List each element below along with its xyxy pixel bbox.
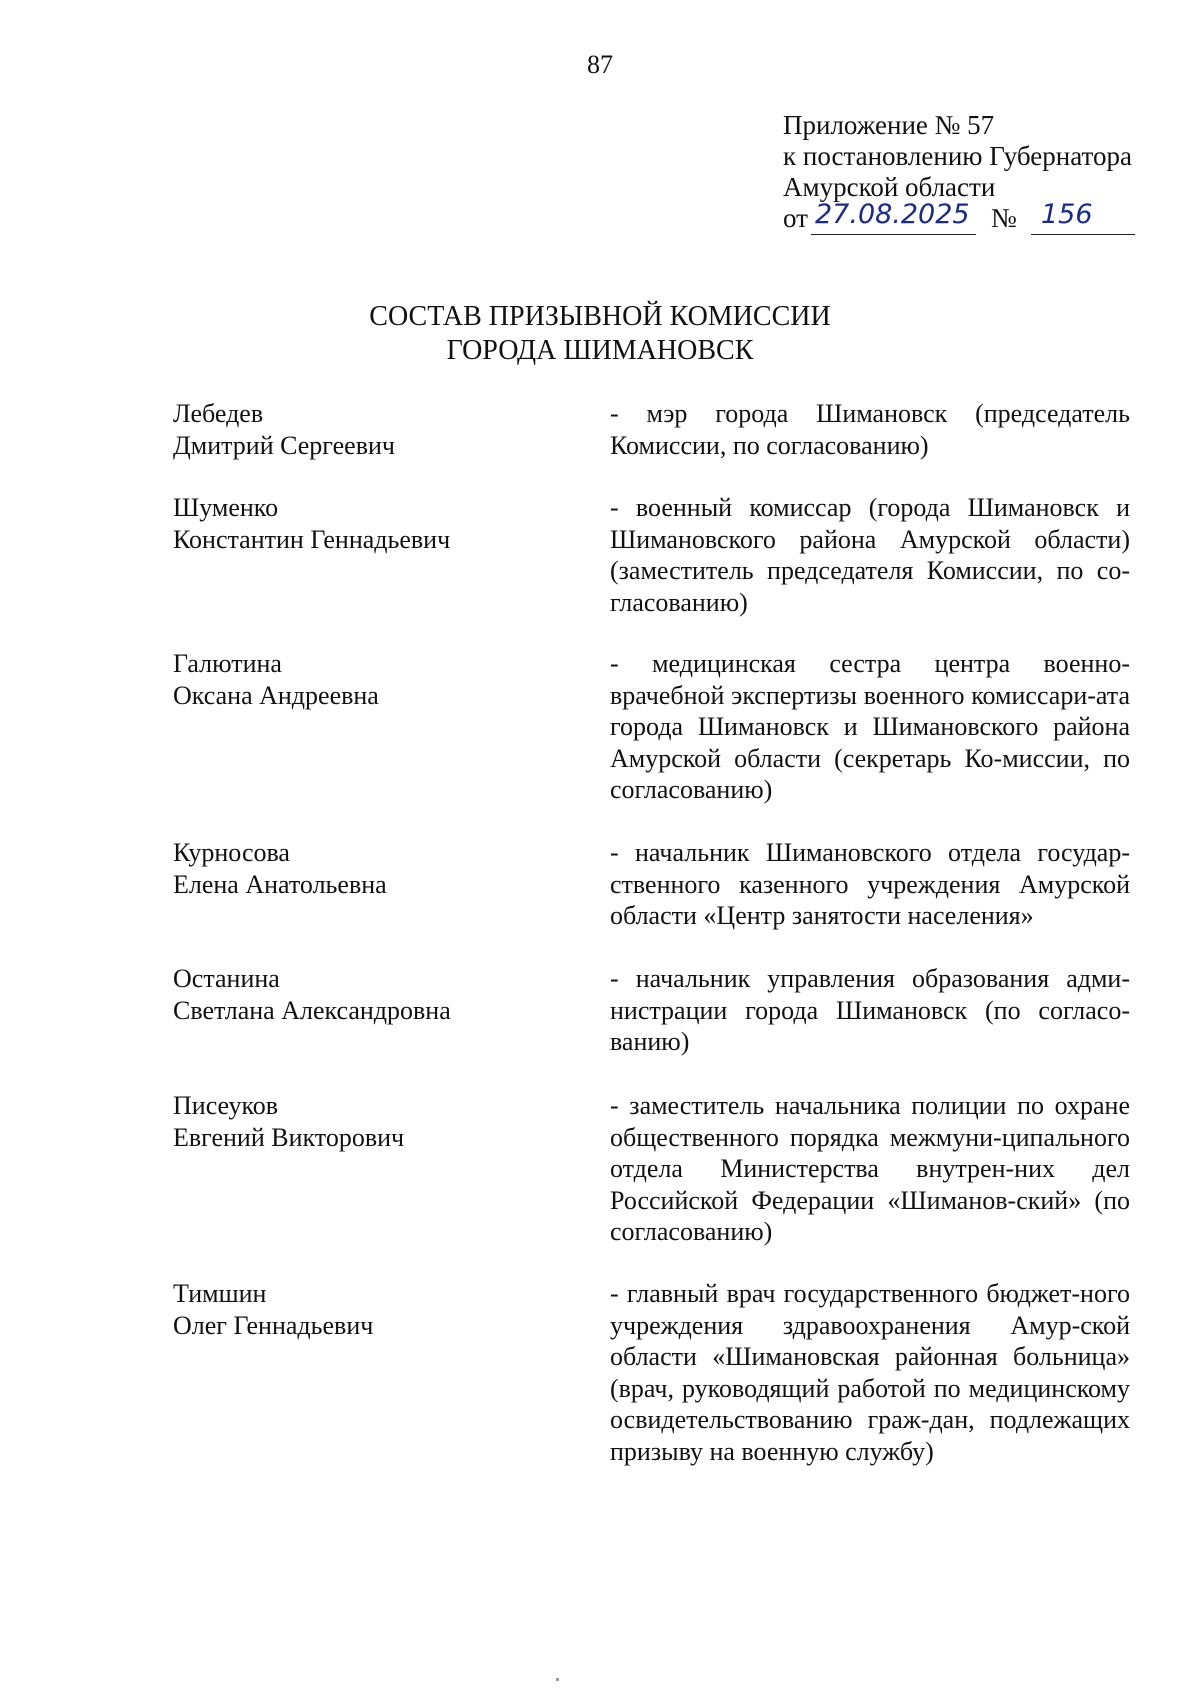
member-surname: Писеуков (173, 1091, 279, 1120)
member-name (173, 837, 387, 900)
member-role: - заместитель начальника полиции по охране общественного порядка межмуни-ципального отдела Министерства внутрен-них дел Российской Федерации «Шиманов-ский» (по согласованию) (610, 1091, 1130, 1246)
member-role: - главный врач государственного бюджет-ного учреждения здравоохранения Амур-ской области «Шимановская районная больница» (врач, руководящий работой по медицинскому освидетельствованию граж-дан, подлежащих призыву на военную службу) (610, 1279, 1130, 1466)
number-label: № (991, 203, 1017, 233)
document-title (0, 300, 1200, 368)
member-name (173, 398, 395, 461)
member-role: - медицинская сестра центра военно-врачебной экспертизы военного комиссари-ата города Шимановск и Шимановского района Амурской области (секретарь Ко-миссии, по согласованию) (610, 649, 1130, 804)
scan-speck (556, 1678, 559, 1681)
member-surname: Галютина (173, 649, 282, 678)
member-given-names: Евгений Викторович (173, 1122, 405, 1152)
member-given-names: Елена Анатольевна (173, 869, 387, 899)
title-line-2: ГОРОДА ШИМАНОВСК (446, 335, 754, 366)
date-label: от (783, 203, 808, 233)
member-given-names: Константин Геннадьевич (173, 524, 451, 554)
member-name (173, 492, 450, 555)
member-surname: Лебедев (173, 399, 264, 428)
member-given-names: Дмитрий Сергеевич (173, 430, 395, 460)
appendix-line-3: Амурской области (783, 172, 996, 202)
member-role: - начальник Шимановского отдела государ-ственного казенного учреждения Амурской области «Центр занятости населения» (610, 838, 1130, 930)
member-name (173, 963, 451, 1026)
title-line-1: СОСТАВ ПРИЗЫВНОЙ КОМИССИИ (369, 301, 831, 332)
member-surname: Останина (173, 964, 280, 993)
member-surname: Шуменко (173, 493, 279, 522)
member-name (173, 1090, 404, 1153)
date-handwritten: 27.08.2025 (815, 199, 970, 230)
member-name (173, 648, 379, 711)
member-role: - мэр города Шимановск (председатель Комиссии, по согласованию) (610, 399, 1130, 460)
appendix-block (783, 110, 1132, 239)
date-underline (811, 234, 976, 235)
number-handwritten: 156 (1041, 199, 1093, 230)
member-surname: Курносова (173, 838, 290, 867)
appendix-line-2: к постановлению Губернатора (783, 141, 1132, 171)
member-role: - начальник управления образования адми-нистрации города Шимановск (по согласо-ванию) (610, 964, 1130, 1056)
date-number-line (783, 199, 1132, 239)
page-number: 87 (587, 50, 613, 79)
number-underline (1031, 234, 1135, 235)
appendix-line-1: Приложение № 57 (783, 110, 995, 140)
member-given-names: Светлана Александровна (173, 995, 451, 1025)
member-name (173, 1278, 373, 1341)
member-role: - военный комиссар (города Шимановск и Шимановского района Амурской области) (заместитель председателя Комиссии, по со-гласованию) (610, 493, 1130, 617)
member-given-names: Оксана Андреевна (173, 680, 379, 710)
member-surname: Тимшин (173, 1279, 267, 1308)
member-given-names: Олег Геннадьевич (173, 1310, 374, 1340)
